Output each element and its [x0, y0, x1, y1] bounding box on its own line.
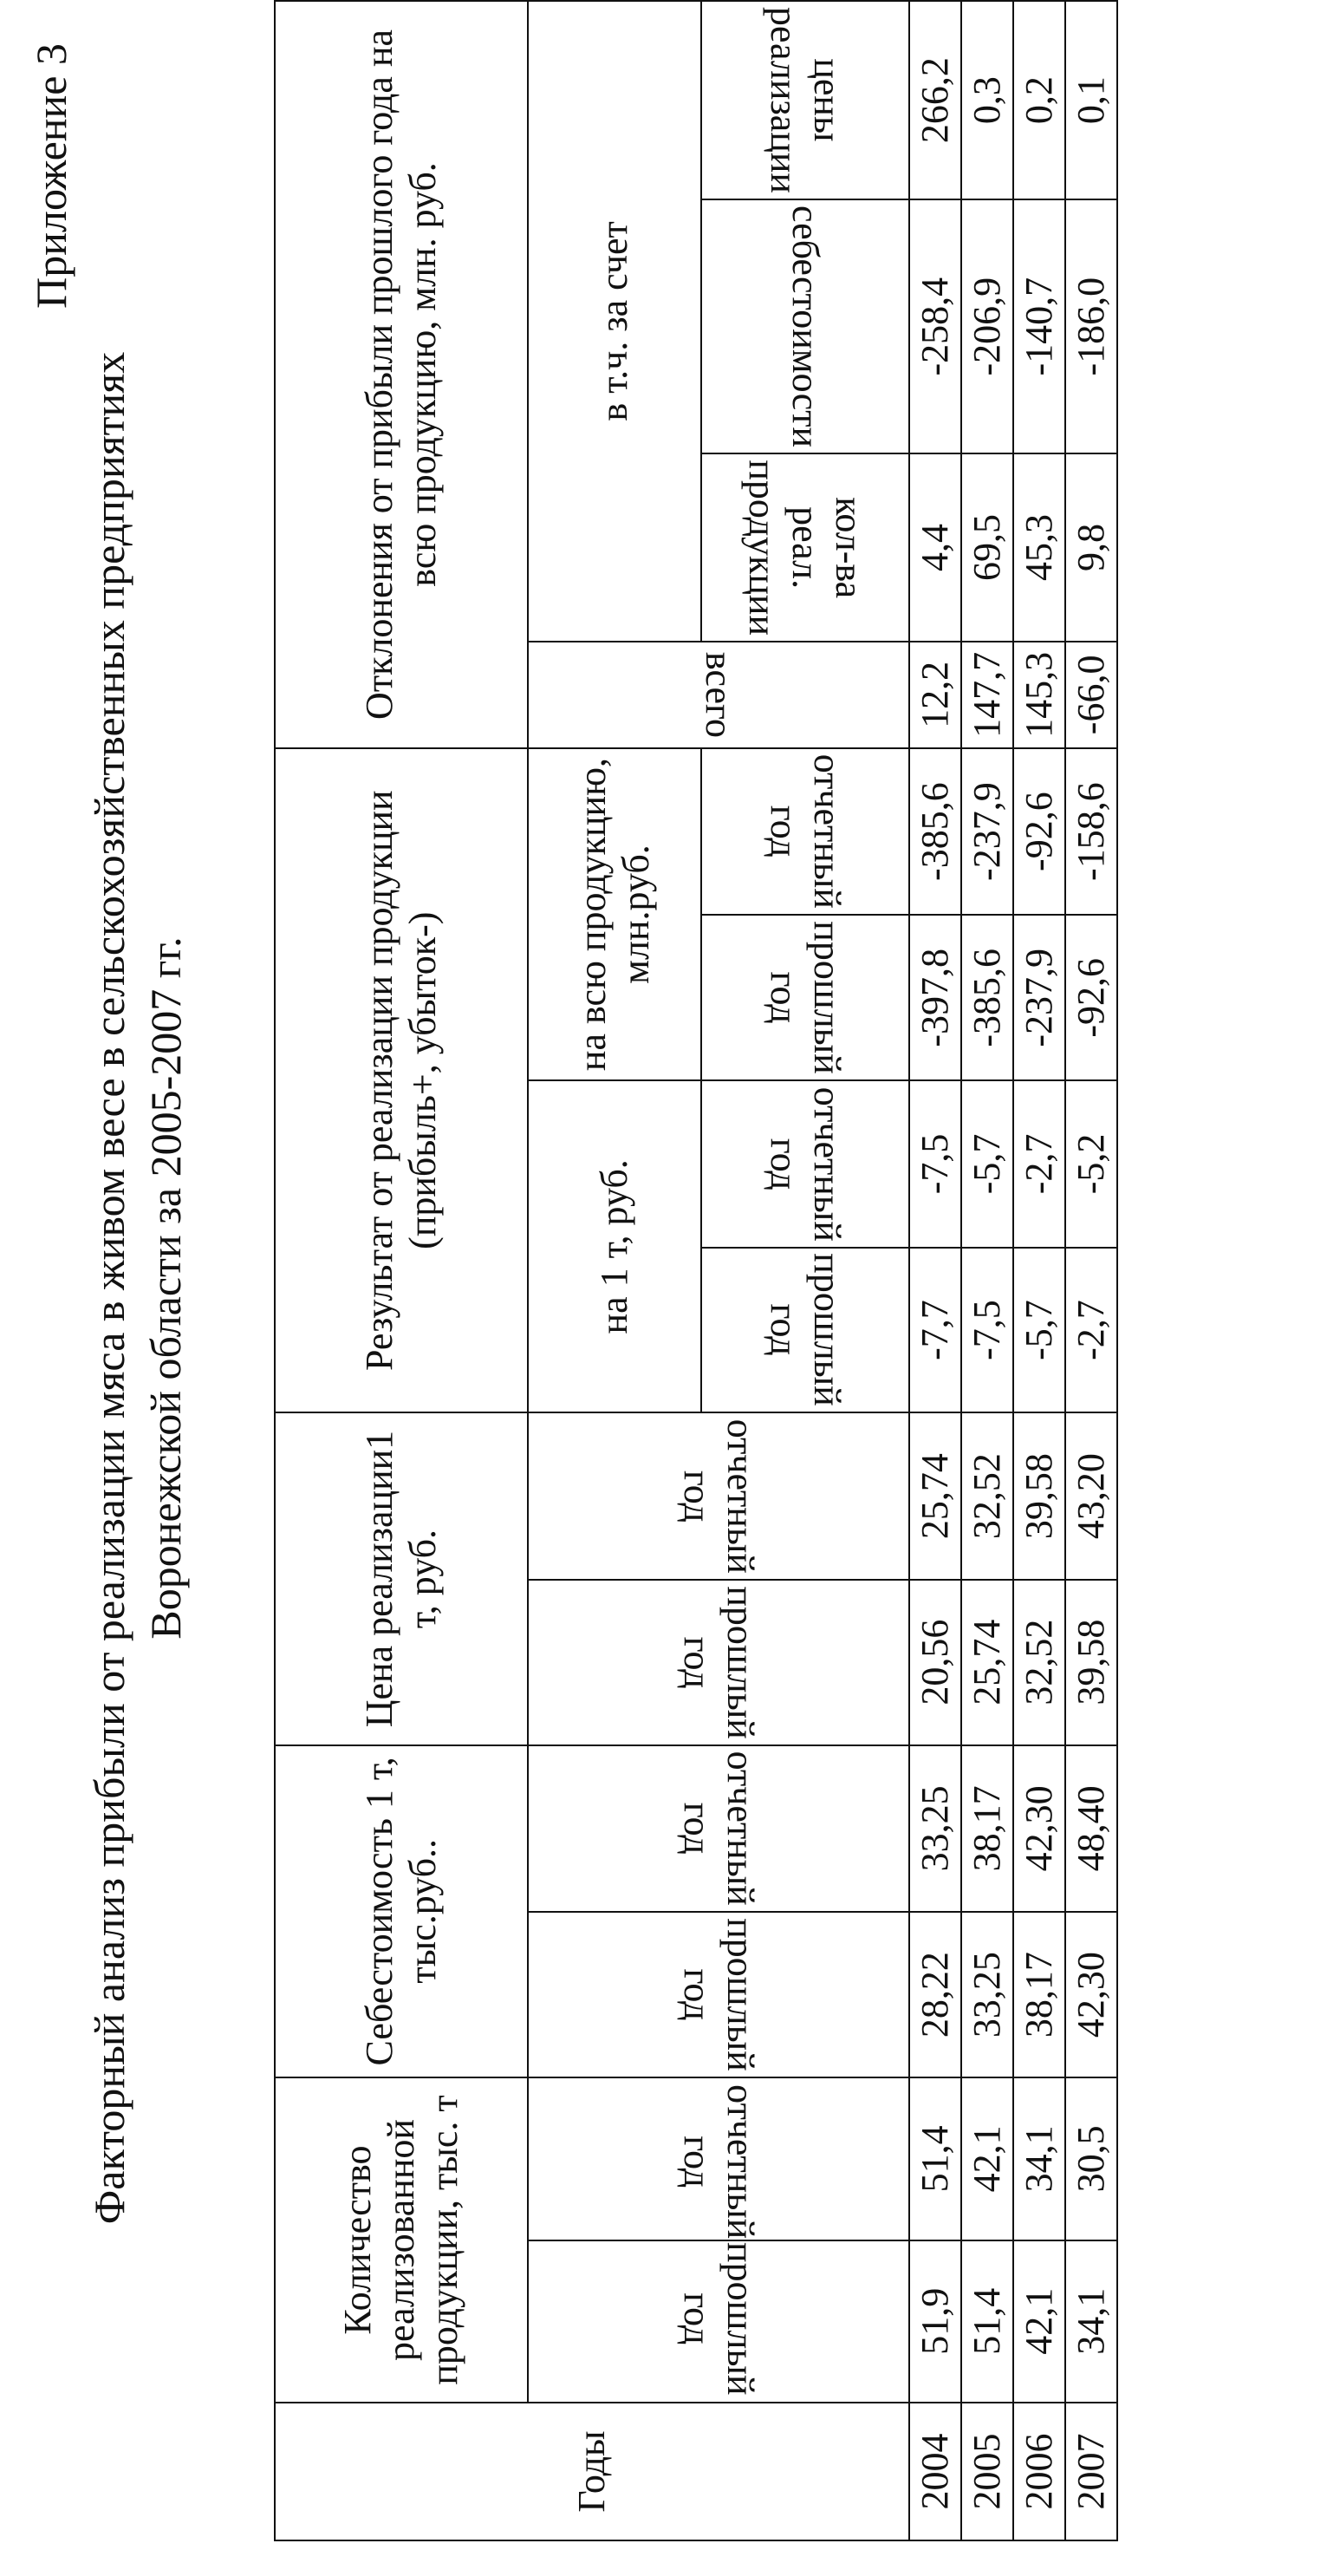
result-per-t-prev: прошлый год — [701, 1248, 909, 1413]
year-cell: 2007 — [1065, 2403, 1117, 2540]
price-prev-year-header: прошлый год — [528, 1580, 909, 1745]
dev-total-header: всего — [528, 642, 909, 748]
value-cell: 48,40 — [1065, 1745, 1117, 1913]
value-cell: -140,7 — [1013, 199, 1065, 453]
value-cell: 9,8 — [1065, 453, 1117, 642]
value-cell: 266,2 — [909, 1, 961, 199]
dev-cost-header: себестоимости — [701, 199, 909, 453]
factor-analysis-table — [274, 0, 1118, 2541]
header-qty-sub — [528, 2077, 909, 2403]
value-cell: -158,6 — [1065, 748, 1117, 915]
value-cell: 38,17 — [1013, 1912, 1065, 2077]
value-cell: -5,2 — [1065, 1080, 1117, 1247]
value-cell: -66,0 — [1065, 642, 1117, 748]
value-cell: 145,3 — [1013, 642, 1065, 748]
price-curr-year-header: отчетный год — [528, 1413, 909, 1580]
header-result: Результат от реализации продукции (прибыль+, убыток-) — [275, 748, 528, 1413]
value-cell: 42,1 — [1013, 2240, 1065, 2403]
value-cell: 25,74 — [961, 1580, 1013, 1745]
value-cell: -258,4 — [909, 199, 961, 453]
value-cell: 147,7 — [961, 642, 1013, 748]
value-cell: 33,25 — [961, 1912, 1013, 2077]
table-row — [961, 1, 1013, 2540]
value-cell: 12,2 — [909, 642, 961, 748]
header-price: Цена реализации1 т, руб. — [275, 1413, 528, 1745]
value-cell: -92,6 — [1065, 915, 1117, 1080]
value-cell: -206,9 — [961, 199, 1013, 453]
value-cell: 33,25 — [909, 1745, 961, 1913]
cost-prev-year-header: прошлый год — [528, 1912, 909, 2077]
value-cell: 39,58 — [1013, 1413, 1065, 1580]
result-total-prev: прошлый год — [701, 915, 909, 1080]
value-cell: 38,17 — [961, 1745, 1013, 1913]
header-qty: Количество реализованной продукции, тыс. т — [275, 2077, 528, 2403]
value-cell: 34,1 — [1065, 2240, 1117, 2403]
value-cell: -92,6 — [1013, 748, 1065, 915]
qty-prev-year-label: прошлый год — [676, 2242, 762, 2396]
value-cell: 0,3 — [961, 1, 1013, 199]
value-cell: -7,5 — [909, 1080, 961, 1247]
header-result-total: на всю продукцию, млн.руб. — [528, 748, 701, 1080]
qty-curr-year-label: отчетный год — [676, 2084, 762, 2239]
value-cell: -237,9 — [1013, 915, 1065, 1080]
value-cell: 30,5 — [1065, 2077, 1117, 2240]
header-cost: Себестоимость 1 т, тыс.руб.. — [275, 1745, 528, 2078]
value-cell: 25,74 — [909, 1413, 961, 1580]
value-cell: 42,30 — [1013, 1745, 1065, 1913]
header-result-per-t: на 1 т, руб. — [528, 1080, 701, 1412]
value-cell: 45,3 — [1013, 453, 1065, 642]
value-cell: -5,7 — [961, 1080, 1013, 1247]
value-cell: 0,2 — [1013, 1, 1065, 199]
value-cell: -7,7 — [909, 1248, 961, 1413]
value-cell: -397,8 — [909, 915, 961, 1080]
value-cell: -186,0 — [1065, 199, 1117, 453]
value-cell: 39,58 — [1065, 1580, 1117, 1745]
value-cell: 0,1 — [1065, 1, 1117, 199]
table-row — [909, 1, 961, 2540]
title-line-2: Воронежской области за 2005-2007 гг. — [141, 936, 190, 1640]
value-cell: -2,7 — [1013, 1080, 1065, 1247]
value-cell: 28,22 — [909, 1912, 961, 2077]
value-cell: 42,1 — [961, 2077, 1013, 2240]
table-row — [1065, 1, 1117, 2540]
value-cell: -7,5 — [961, 1248, 1013, 1413]
table-row — [1013, 1, 1065, 2540]
value-cell: -237,9 — [961, 748, 1013, 915]
value-cell: 42,30 — [1065, 1912, 1117, 2077]
result-total-curr: отчетный год — [701, 748, 909, 915]
year-cell: 2006 — [1013, 2403, 1065, 2540]
value-cell: -385,6 — [909, 748, 961, 915]
year-cell: 2005 — [961, 2403, 1013, 2540]
value-cell: 32,52 — [961, 1413, 1013, 1580]
year-cell: 2004 — [909, 2403, 961, 2540]
value-cell: 69,5 — [961, 453, 1013, 642]
result-per-t-curr: отчетный год — [701, 1080, 909, 1247]
header-deviation: Отклонения от прибыли прошлого года на всю продукцию, млн. руб. — [275, 1, 528, 748]
value-cell: 4,4 — [909, 453, 961, 642]
cost-curr-year-header: отчетный год — [528, 1745, 909, 1913]
value-cell: 51,9 — [909, 2240, 961, 2403]
value-cell: 32,52 — [1013, 1580, 1065, 1745]
header-years: Годы — [275, 2403, 909, 2540]
value-cell: 51,4 — [961, 2240, 1013, 2403]
value-cell: 43,20 — [1065, 1413, 1117, 1580]
value-cell: -5,7 — [1013, 1248, 1065, 1413]
value-cell: 20,56 — [909, 1580, 961, 1745]
appendix-label: Приложение 3 — [27, 43, 75, 309]
dev-price-header: цены реализации — [701, 1, 909, 199]
dev-qty-header: кол-ва реал. продукции — [701, 453, 909, 642]
title-line-1: Факторный анализ прибыли от реализации мяса в живом весе в сельскохозяйственных предприятиях — [85, 351, 133, 2225]
value-cell: -2,7 — [1065, 1248, 1117, 1413]
header-dev-incl: в т.ч. за счет — [528, 1, 701, 642]
value-cell: -385,6 — [961, 915, 1013, 1080]
value-cell: 51,4 — [909, 2077, 961, 2240]
value-cell: 34,1 — [1013, 2077, 1065, 2240]
